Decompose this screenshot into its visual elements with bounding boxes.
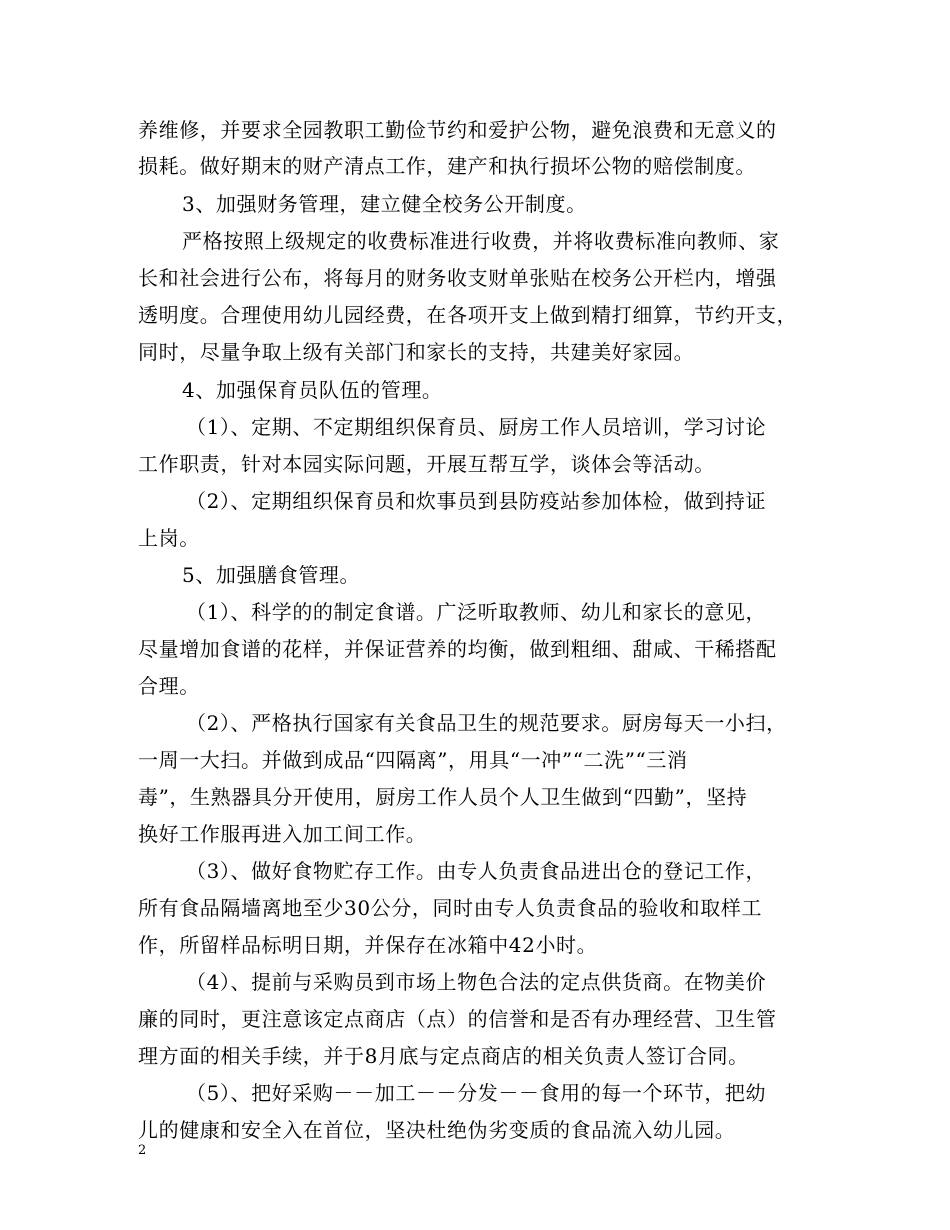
text-line: 儿的健康和安全入在首位，坚决杜绝伪劣变质的食品流入幼儿园。 — [138, 1118, 736, 1142]
text-line: 上岗。 — [138, 526, 200, 550]
text-line: 作，所留样品标明日期，并保存在冰箱中42小时。 — [138, 933, 598, 957]
text-line: 工作职责，针对本园实际问题，开展互帮互学，谈体会等活动。 — [138, 452, 715, 476]
page-number: 2 — [138, 1143, 147, 1158]
text-line: （2）、严格执行国家有关食品卫生的规范要求。厨房每天一小扫， — [186, 711, 787, 735]
text-line: 理方面的相关手续，并于8月底与定点商店的相关负责人签订合同。 — [138, 1044, 749, 1068]
text-line: 透明度。合理使用幼儿园经费，在各项开支上做到精打细算，节约开支， — [138, 303, 798, 327]
text-line: 廉的同时，更注意该定点商店（点）的信誉和是否有办理经营、卫生管 — [138, 1007, 777, 1031]
text-line: 养维修，并要求全园教职工勤俭节约和爱护公物，避免浪费和无意义的 — [138, 118, 777, 142]
text-line: 严格按照上级规定的收费标准进行收费，并将收费标准向教师、家 — [182, 229, 780, 253]
text-line: 损耗。做好期末的财产清点工作，建产和执行损坏公物的赔偿制度。 — [138, 154, 756, 178]
text-line: （5）、把好采购－－加工－－分发－－食用的每一个环节，把幼 — [186, 1081, 767, 1105]
text-line: 换好工作服再进入加工间工作。 — [138, 822, 427, 846]
text-line: 合理。 — [138, 674, 200, 698]
text-line: （1）、定期、不定期组织保育员、厨房工作人员培训，学习讨论 — [186, 415, 767, 439]
text-line: 长和社会进行公布，将每月的财务收支财单张贴在校务公开栏内，增强 — [138, 266, 777, 290]
text-line: 一周一大扫。并做到成品“四隔离”，用具“一冲”“二洗”“三消 — [138, 748, 688, 772]
section-heading: 3、加强财务管理，建立健全校务公开制度。 — [182, 192, 587, 216]
section-heading: 5、加强膳食管理。 — [182, 563, 361, 587]
section-heading: 4、加强保育员队伍的管理。 — [182, 378, 443, 402]
text-line: （3）、做好食物贮存工作。由专人负责食品进出仓的登记工作， — [186, 859, 767, 883]
text-line: （2）、定期组织保育员和炊事员到县防疫站参加体检，做到持证 — [186, 489, 767, 513]
text-line: 所有食品隔墙离地至少30公分，同时由专人负责食品的验收和取样工 — [138, 896, 763, 920]
text-line: 毒”，生熟器具分开使用，厨房工作人员个人卫生做到“四勤”，坚持 — [138, 785, 748, 809]
text-line: （4）、提前与采购员到市场上物色合法的定点供货商。在物美价 — [186, 970, 767, 994]
text-line: 同时，尽量争取上级有关部门和家长的支持，共建美好家园。 — [138, 340, 695, 364]
text-line: （1）、科学的的制定食谱。广泛听取教师、幼儿和家长的意见， — [186, 600, 767, 624]
text-line: 尽量增加食谱的花样，并保证营养的均衡，做到粗细、甜咸、干稀搭配 — [138, 637, 777, 661]
